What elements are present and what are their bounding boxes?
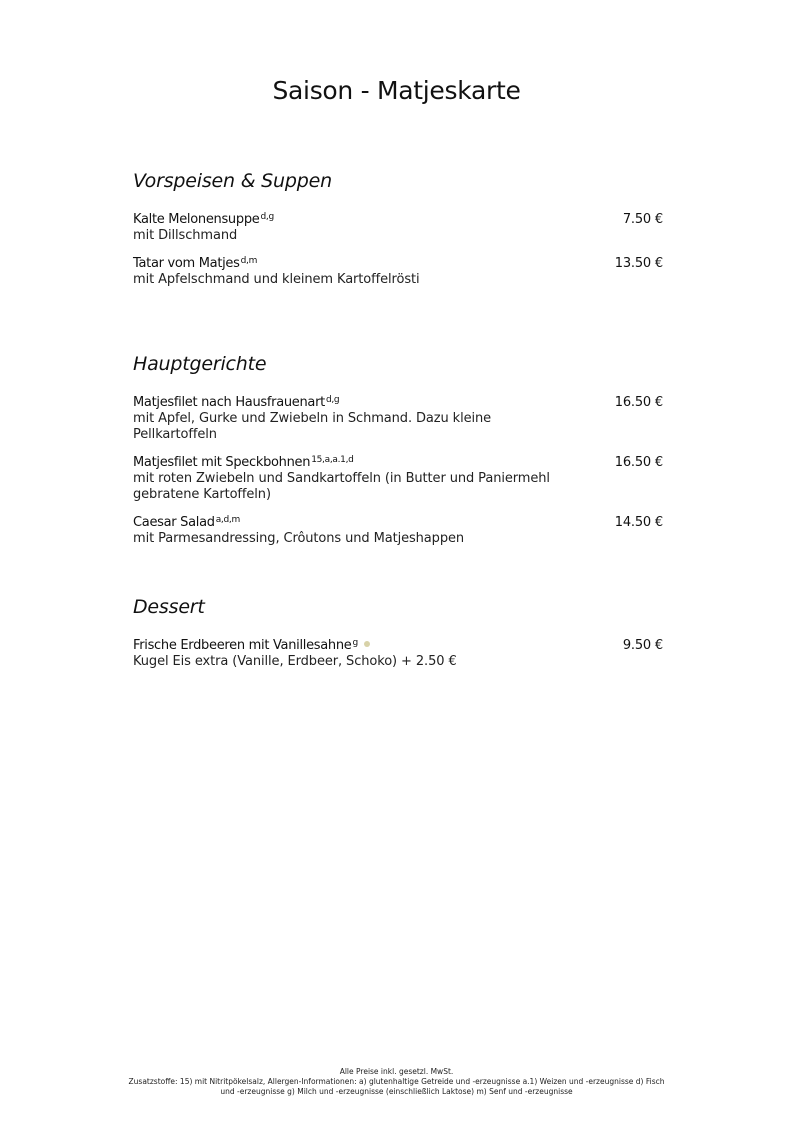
menu-item: [133, 256, 663, 288]
allergen-codes: a,d,m: [215, 515, 240, 525]
allergen-codes: d,g: [325, 395, 340, 405]
menu-item: [133, 515, 663, 547]
allergen-codes: g: [352, 638, 358, 648]
page-title: Saison - Matjeskarte: [272, 76, 521, 105]
item-description: mit Parmesandressing, Crôutons und Matjeshappen: [133, 531, 465, 546]
section-vorspeisen: [133, 170, 663, 300]
item-description: mit Apfel, Gurke und Zwiebeln in Schmand. Dazu kleine Pellkartoffeln: [133, 411, 492, 442]
allergen-codes: d,m: [240, 256, 258, 266]
allergen-codes: d,g: [260, 212, 274, 222]
item-price: 13.50 €: [614, 256, 663, 271]
section-dessert: [133, 596, 663, 682]
item-price: 9.50 €: [622, 638, 663, 653]
item-description: mit Apfelschmand und kleinem Kartoffelrösti: [133, 272, 420, 287]
section-title: Hauptgerichte: [133, 353, 267, 375]
menu-item: [133, 455, 663, 503]
allergen-legend: Zusatzstoffe: 15) mit Nitritpökelsalz, Allergen-Informationen: a) glutenhaltige Getreide und -erzeugnisse a.1) Weizen und -erzeugnisse d) Fisch und -erzeugnisse g) Milch und -erzeugnisse (einschließlich Laktose) m) Senf und -erzeugnisse: [128, 1077, 665, 1096]
footer: [0, 1067, 793, 1097]
item-name: Kalte Melonensuppe$^{d,g}$: [133, 212, 274, 227]
item-description: mit roten Zwiebeln und Sandkartoffeln (in Butter und Paniermehl gebratene Kartoffeln): [133, 471, 550, 502]
item-price: 14.50 €: [614, 515, 663, 530]
menu-item: [133, 212, 663, 244]
item-name: Tatar vom Matjes$^{d,m}$: [133, 256, 258, 271]
menu-item: [133, 395, 663, 443]
small-dot-icon: [364, 641, 370, 647]
item-name: Matjesfilet mit Speckbohnen$^{15,a,a.1,d}$: [133, 455, 354, 470]
item-name: Matjesfilet nach Hausfrauenart$^{d,g}$: [133, 395, 340, 410]
item-name: Caesar Salad$^{a,d,m}$: [133, 515, 240, 530]
price-note: Alle Preise inkl. gesetzl. MwSt.: [339, 1067, 454, 1076]
menu-item: [133, 638, 663, 670]
item-price: 16.50 €: [614, 455, 663, 470]
section-title: Dessert: [133, 596, 205, 618]
item-description: mit Dillschmand: [133, 228, 238, 243]
item-price: 16.50 €: [614, 395, 663, 410]
allergen-codes: 15,a,a.1,d: [311, 455, 354, 465]
section-hauptgerichte: [133, 353, 663, 559]
item-name: Frische Erdbeeren mit Vanillesahne$^g$: [133, 638, 663, 654]
section-title: Vorspeisen & Suppen: [133, 170, 332, 192]
item-description: Kugel Eis extra (Vanille, Erdbeer, Schoko) + 2.50 €: [133, 654, 457, 669]
item-price: 7.50 €: [622, 212, 663, 227]
